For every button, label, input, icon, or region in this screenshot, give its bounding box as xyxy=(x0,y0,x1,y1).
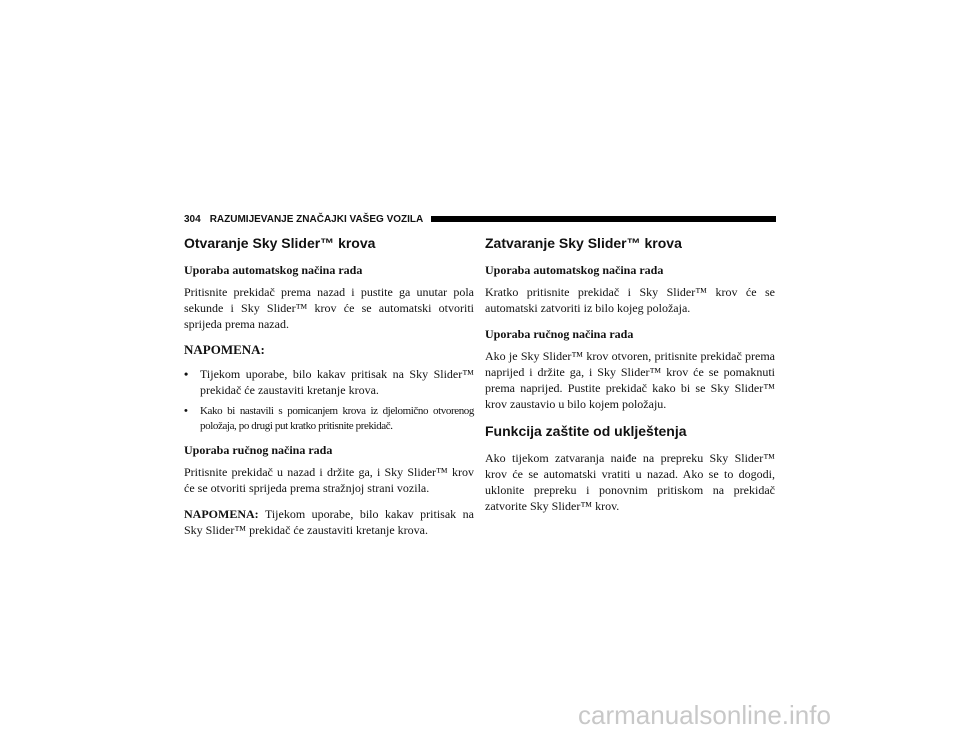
bullet-icon: • xyxy=(184,367,189,381)
note-label: NAPOMENA: xyxy=(184,342,265,357)
note-bullets xyxy=(184,366,474,434)
header-rule xyxy=(431,216,776,222)
closing-auto-text: Kratko pritisnite prekidač i Sky Slider™ krov će se automatski zatvoriti iz bilo kojeg položaja. xyxy=(485,285,775,315)
left-column xyxy=(184,234,474,548)
opening-auto-text: Pritisnite prekidač prema nazad i pustite ga unutar pola sekunde i Sky Slider™ krov će se automatski otvoriti sprijeda prema nazad. xyxy=(184,285,474,331)
note-bullet xyxy=(184,366,474,398)
closing-manual-text: Ako je Sky Slider™ krov otvoren, pritisnite prekidač prema naprijed i držite ga, i Sky Slider™ krov će se pomaknuti prema naprijed. Pustite prekidač kako bi se Sky Slider™ krov zaustavio u bilo kojem položaju. xyxy=(485,349,775,411)
closing-manual-subheading: Uporaba ručnog načina rada xyxy=(485,327,634,341)
note2-paragraph xyxy=(184,506,474,538)
bullet-icon: • xyxy=(184,405,188,417)
closing-auto-subheading: Uporaba automatskog načina rada xyxy=(485,263,664,277)
section-title: RAZUMIJEVANJE ZNAČAJKI VAŠEG VOZILA xyxy=(209,213,424,225)
note-bullet xyxy=(184,404,474,434)
note2-text: Tijekom uporabe, bilo kakav pritisak na Sky Slider™ prekidač će zaustaviti kretanje krova. xyxy=(184,507,474,537)
opening-auto-subheading: Uporaba automatskog načina rada xyxy=(184,263,363,277)
opening-manual-subheading: Uporaba ručnog načina rada xyxy=(184,443,333,457)
note2-label: NAPOMENA: xyxy=(184,507,259,521)
closing-heading: Zatvaranje Sky Slider™ krova xyxy=(485,235,682,251)
opening-manual-text: Pritisnite prekidač u nazad i držite ga, i Sky Slider™ krov će se otvoriti sprijeda prema stražnjoj strani vozila. xyxy=(184,465,474,495)
pinch-heading: Funkcija zaštite od uklještenja xyxy=(485,423,687,439)
page-header xyxy=(184,211,776,227)
right-column xyxy=(485,234,775,524)
note-bullet-text: Kako bi nastavili s pomicanjem krova iz djelomično otvorenog položaja, po drugi put kratko pritisnite prekidač. xyxy=(200,405,474,432)
watermark: carmanualsonline.info xyxy=(578,700,831,730)
pinch-text: Ako tijekom zatvaranja naiđe na prepreku Sky Slider™ krov će se automatski vratiti u nazad. Ako se to dogodi, uklonite prepreku i ponovnim pritiskom na prekidač zatvorite Sky Slider™ krov. xyxy=(485,451,775,513)
note-bullet-text: Tijekom uporabe, bilo kakav pritisak na Sky Slider™ prekidač će zaustaviti kretanje krova. xyxy=(200,367,474,397)
page-number: 304 xyxy=(184,213,201,225)
opening-heading: Otvaranje Sky Slider™ krova xyxy=(184,235,376,251)
